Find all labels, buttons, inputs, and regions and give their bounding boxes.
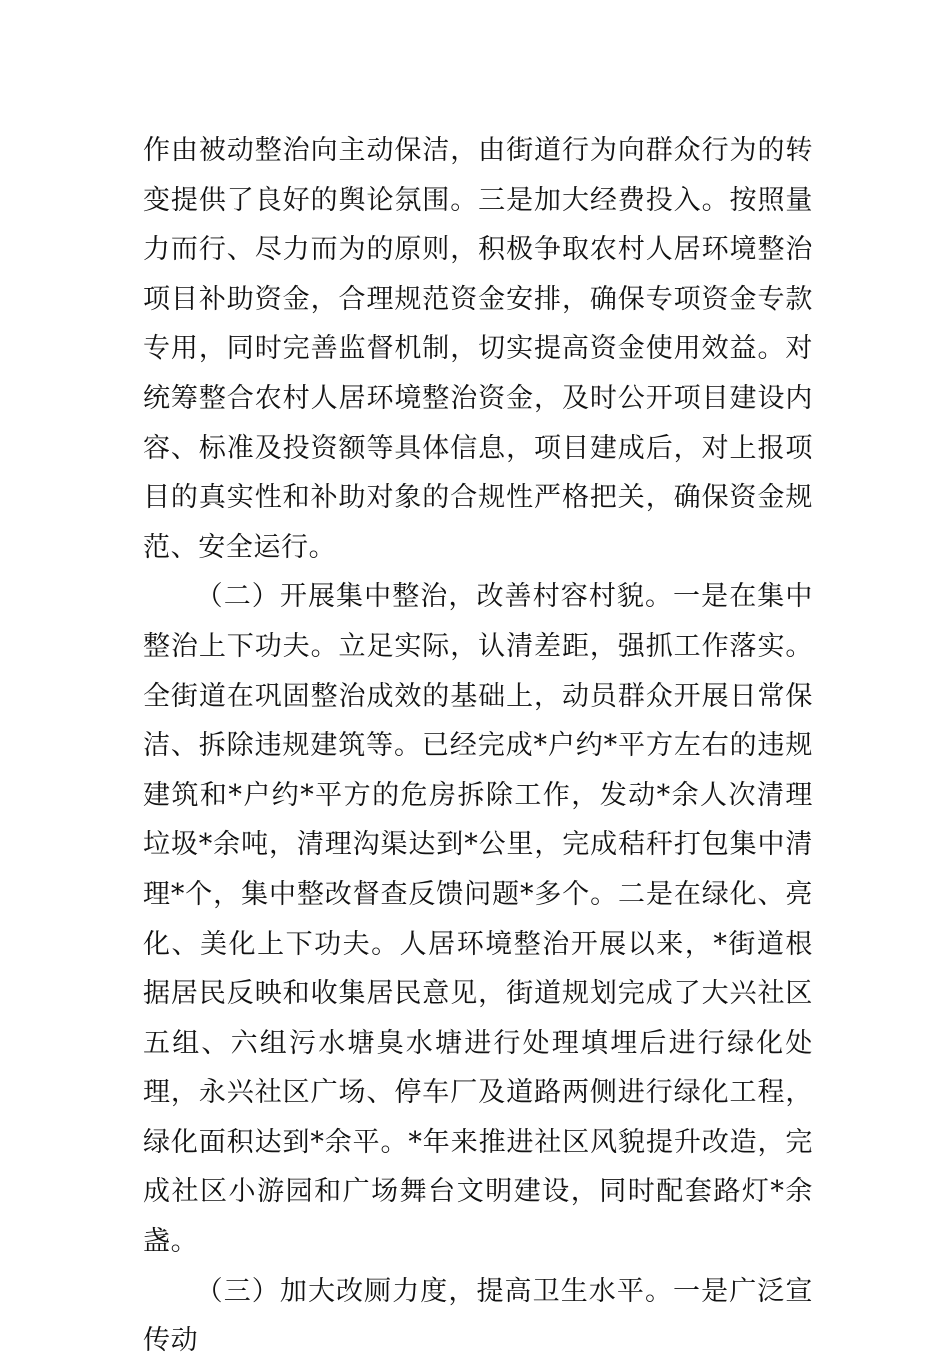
paragraph-continuation: 作由被动整治向主动保洁，由街道行为向群众行为的转变提供了良好的舆论氛围。三是加大经费投入。按照量力而行、尽力而为的原则，积极争取农村人居环境整治项目补助资金，合理规范资金安排，确保专项资金专款专用，同时完善监督机制，切实提高资金使用效益。对统筹整合农村人居环境整治资金，及时公开项目建设内容、标准及投资额等具体信息，项目建成后，对上报项目的真实性和补助对象的合规性严格把关，确保资金规范、安全运行。 — [143, 135, 813, 563]
paragraph-section-two: （二）开展集中整治，改善村容村貌。一是在集中整治上下功夫。立足实际，认清差距，强抓工作落实。全街道在巩固整治成效的基础上，动员群众开展日常保洁、拆除违规建筑等。已经完成*户约*平方左右的违规建筑和*户约*平方的危房拆除工作，发动*余人次清理垃圾*余吨，清理沟渠达到*公里，完成秸秆打包集中清理*个，集中整改督查反馈问题*多个。二是在绿化、亮化、美化上下功夫。人居环境整治开展以来，*街道根据居民反映和收集居民意见，街道规划完成了大兴社区五组、六组污水塘臭水塘进行处理填埋后进行绿化处理，永兴社区广场、停车厂及道路两侧进行绿化工程，绿化面积达到*余平。*年来推进社区风貌提升改造，完成社区小游园和广场舞台文明建设，同时配套路灯*余盏。 — [143, 581, 813, 1258]
paragraph-section-three: （三）加大改厕力度，提高卫生水平。一是广泛宣传动 — [143, 1275, 813, 1357]
document-body — [143, 126, 813, 1366]
